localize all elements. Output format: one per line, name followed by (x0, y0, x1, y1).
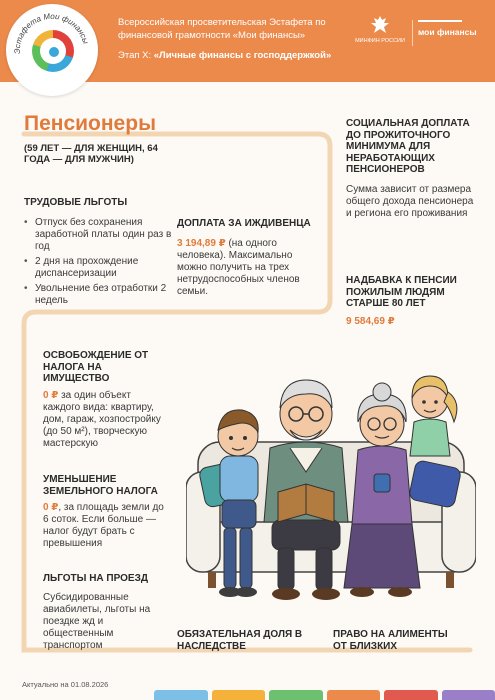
page-subtitle: (59 ЛЕТ — ДЛЯ ЖЕНЩИН, 64 ГОДА — ДЛЯ МУЖЧИН) (24, 143, 158, 165)
travel-text: Субсидированные авиабилеты, льготы на поездке жд и общественным транспортом (43, 591, 151, 651)
dependent-text (177, 238, 317, 298)
color-stripe (154, 690, 208, 700)
minfin-label: МИНФИН РОССИИ (355, 38, 405, 44)
bonus80-heading: НАДБАВКА К ПЕНСИИ ПОЖИЛЫМ ЛЮДЯМ СТАРШЕ 80 ЛЕТ (346, 275, 457, 309)
property-desc: за один объект каждого вида: квартиру, дом, гараж, хозпостройку (до 50 м²), творческую мастерскую (43, 389, 161, 449)
section-property (43, 350, 169, 450)
color-stripe (269, 690, 323, 700)
stage-title: «Личные финансы с господдержкой» (153, 50, 332, 61)
property-text (43, 390, 169, 450)
brand-text: мои финансы (418, 27, 477, 37)
alimony-heading: ПРАВО НА АЛИМЕНТЫ ОТ БЛИЗКИХ (333, 629, 448, 652)
property-amount: 0 ₽ (43, 389, 59, 401)
travel-heading: ЛЬГОТЫ НА ПРОЕЗД (43, 573, 148, 584)
list-item: • Увольнение без отработки 2 недель (24, 283, 174, 307)
section-bonus80 (346, 275, 476, 328)
dependent-desc: (на одного человека). Максимально можно получить на трех нетрудоспособных членов семьи. (177, 237, 300, 297)
section-inheritance (177, 629, 307, 652)
footer-color-stripes (150, 690, 495, 700)
inheritance-heading: ОБЯЗАТЕЛЬНАЯ ДОЛЯ В НАСЛЕДСТВЕ (177, 629, 303, 652)
family-illustration (186, 352, 476, 612)
color-stripe (327, 690, 381, 700)
labor-list (24, 217, 174, 307)
actual-date: Актуально на 01.08.2026 (22, 680, 109, 689)
header-relay-title: Всероссийская просветительская Эстафета по финансовой грамотности «Мои финансы» (118, 17, 326, 41)
labor-heading: ТРУДОВЫЕ ЛЬГОТЫ (24, 197, 128, 208)
section-social (346, 118, 476, 220)
color-stripe (212, 690, 266, 700)
list-item: • Отпуск без сохранения заработной платы один раз в год (24, 217, 174, 253)
bonus80-amount: 9 584,69 ₽ (346, 315, 395, 327)
dependent-heading: ДОПЛАТА ЗА ИЖДИВЕНЦА (177, 218, 311, 229)
list-item: • 2 дня на прохождение диспансеризации (24, 256, 174, 280)
section-labor (24, 197, 174, 310)
page-title: Пенсионеры (24, 112, 156, 135)
section-alimony (333, 629, 463, 652)
logo-arc-text: Эстафета Мои финансы (12, 11, 91, 55)
section-dependent (177, 218, 317, 298)
color-stripe (442, 690, 495, 700)
land-amount: 0 ₽ (43, 502, 59, 513)
section-land (43, 474, 169, 550)
land-desc: , за площадь земли до 6 соток. Если больше — налог будут брать с превышения (43, 502, 164, 549)
social-text: Сумма зависит от размера общего дохода пенсионера и региона его проживания (346, 183, 474, 219)
land-heading: УМЕНЬШЕНИЕ ЗЕМЕЛЬНОГО НАЛОГА (43, 474, 158, 497)
color-stripe (384, 690, 438, 700)
property-heading: ОСВОБОЖДЕНИЕ ОТ НАЛОГА НА ИМУЩЕСТВО (43, 350, 149, 384)
social-heading: СОЦИАЛЬНАЯ ДОПЛАТА ДО ПРОЖИТОЧНОГО МИНИМУМА ДЛЯ НЕРАБОТАЮЩИХ ПЕНСИОНЕРОВ (346, 118, 470, 175)
land-text (43, 502, 169, 550)
stage-prefix: Этап X: (118, 50, 152, 61)
section-travel (43, 573, 169, 652)
dependent-amount: 3 194,89 ₽ (177, 237, 226, 249)
